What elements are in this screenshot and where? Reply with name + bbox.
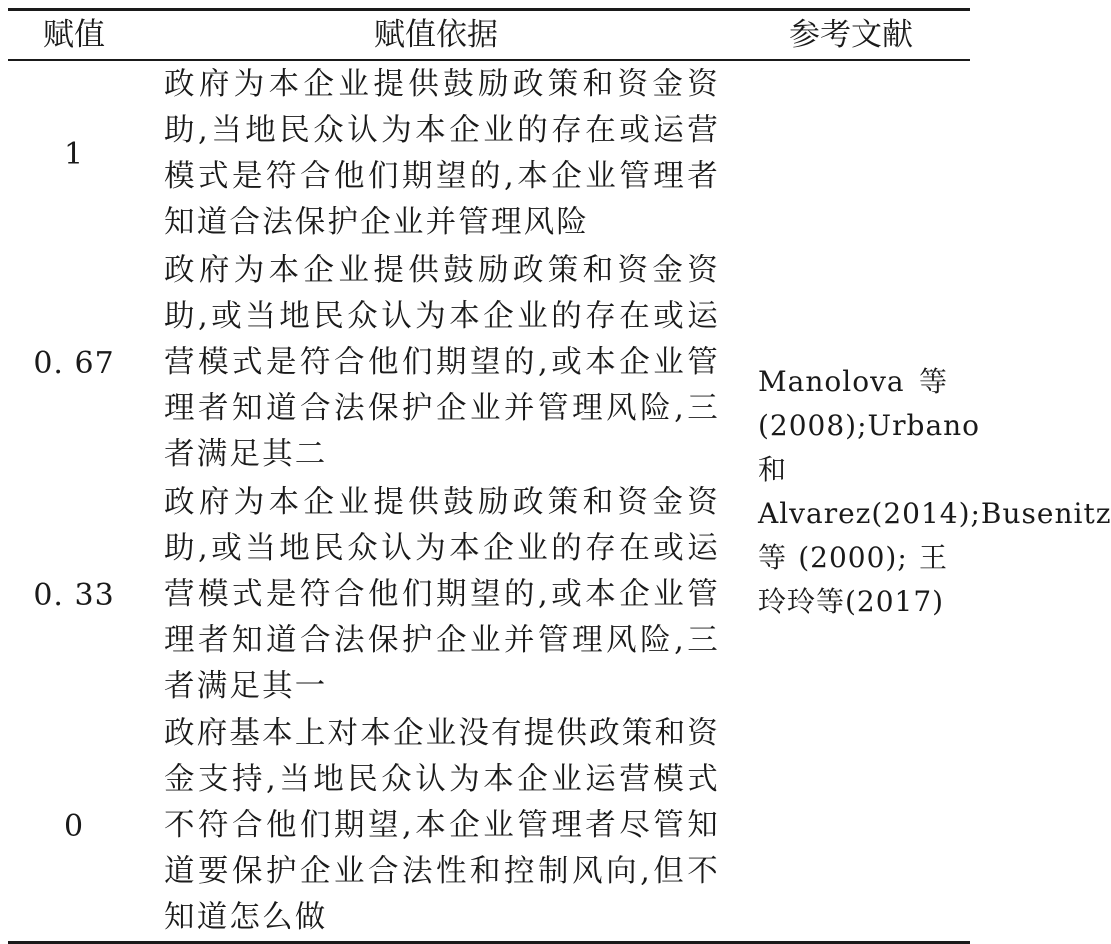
table-row xyxy=(8,61,732,247)
row-basis: 政府基本上对本企业没有提供政策和资金支持,当地民众认为本企业运营模式不符合他们期望,本企业管理者尽管知道要保护企业合法性和控制风向,但不知道怎么做 xyxy=(164,716,720,935)
references-text: Manolova 等(2008);Urbano 和 Alvarez(2014);Busenitz 等(2000);王玲玲等(2017) xyxy=(758,365,1111,618)
table-row xyxy=(8,711,732,941)
header-value: 赋值 xyxy=(43,17,105,53)
row-value: 0 xyxy=(63,808,85,844)
header-references: 参考文献 xyxy=(789,17,913,53)
rows-column xyxy=(8,61,732,941)
legitimacy-scoring-table xyxy=(8,8,1111,944)
table-row xyxy=(8,479,732,711)
row-value: 0. 33 xyxy=(33,577,115,613)
row-basis: 政府为本企业提供鼓励政策和资金资助,或当地民众认为本企业的存在或运营模式是符合他们期望的,或本企业管理者知道合法保护企业并管理风险,三者满足其一 xyxy=(164,485,720,704)
table-header-row xyxy=(8,11,970,59)
table-row xyxy=(8,247,732,479)
row-value: 0. 67 xyxy=(33,345,115,381)
row-value: 1 xyxy=(63,136,85,172)
row-basis: 政府为本企业提供鼓励政策和资金资助,当地民众认为本企业的存在或运营模式是符合他们期望的,本企业管理者知道合法保护企业并管理风险 xyxy=(164,67,720,240)
references-cell xyxy=(732,61,1111,941)
header-basis: 赋值依据 xyxy=(374,17,498,53)
row-basis: 政府为本企业提供鼓励政策和资金资助,或当地民众认为本企业的存在或运营模式是符合他们期望的,或本企业管理者知道合法保护企业并管理风险,三者满足其二 xyxy=(164,253,720,472)
table-body xyxy=(8,61,1111,941)
